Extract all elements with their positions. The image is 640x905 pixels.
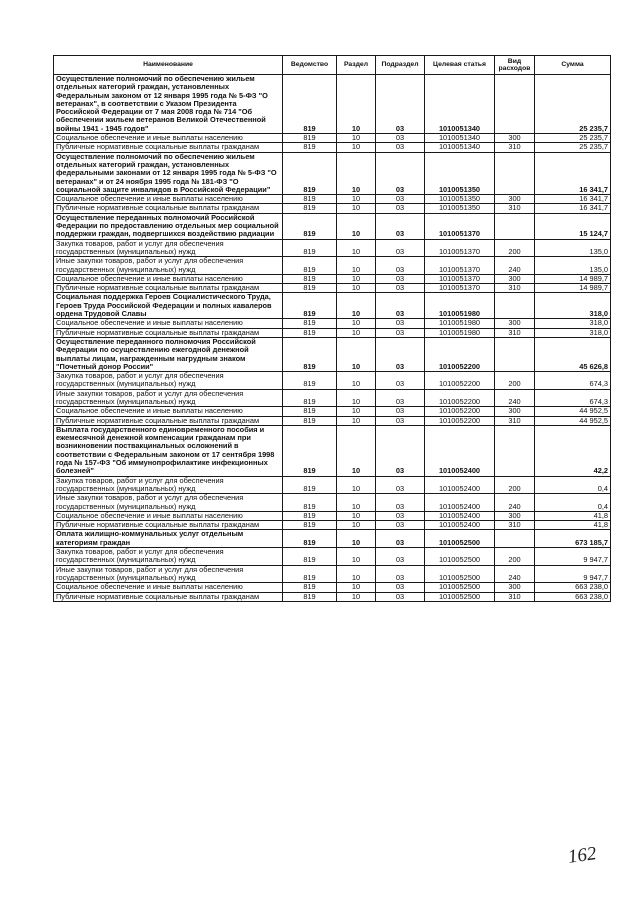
cell-expense-type <box>495 152 535 194</box>
cell-target-article: 1010051370 <box>425 257 495 275</box>
cell-expense-type <box>495 213 535 239</box>
table-header-row <box>54 56 611 75</box>
cell-subsection: 03 <box>376 257 425 275</box>
cell-target-article: 1010051980 <box>425 328 495 337</box>
cell-name: Иные закупки товаров, работ и услуг для обеспечения государственных (муниципальных) нужд <box>54 565 283 583</box>
cell-name: Социальное обеспечение и иные выплаты населению <box>54 511 283 520</box>
cell-subsection: 03 <box>376 204 425 213</box>
cell-sum: 25 235,7 <box>535 143 611 152</box>
cell-sum: 16 341,7 <box>535 195 611 204</box>
cell-department: 819 <box>283 389 337 407</box>
table-row <box>54 565 611 583</box>
cell-name: Социальное обеспечение и иные выплаты населению <box>54 134 283 143</box>
cell-target-article: 1010052400 <box>425 494 495 512</box>
cell-expense-type: 200 <box>495 372 535 390</box>
cell-name: Публичные нормативные социальные выплаты гражданам <box>54 328 283 337</box>
cell-target-article: 1010051370 <box>425 239 495 257</box>
cell-expense-type: 300 <box>495 319 535 328</box>
cell-sum: 135,0 <box>535 239 611 257</box>
table-body <box>54 75 611 602</box>
cell-expense-type: 240 <box>495 565 535 583</box>
cell-department: 819 <box>283 213 337 239</box>
table-row <box>54 293 611 319</box>
table-row <box>54 284 611 293</box>
cell-section: 10 <box>337 328 376 337</box>
table-row <box>54 274 611 283</box>
cell-department: 819 <box>283 425 337 476</box>
cell-sum: 41,8 <box>535 521 611 530</box>
cell-expense-type <box>495 337 535 371</box>
cell-expense-type: 200 <box>495 548 535 566</box>
cell-subsection: 03 <box>376 213 425 239</box>
cell-section: 10 <box>337 476 376 494</box>
table-row <box>54 195 611 204</box>
cell-name: Социальное обеспечение и иные выплаты населению <box>54 274 283 283</box>
cell-target-article: 1010051340 <box>425 143 495 152</box>
cell-target-article: 1010052400 <box>425 476 495 494</box>
cell-department: 819 <box>283 494 337 512</box>
budget-document <box>53 55 610 602</box>
cell-subsection: 03 <box>376 407 425 416</box>
cell-sum: 14 989,7 <box>535 284 611 293</box>
cell-department: 819 <box>283 530 337 548</box>
cell-sum: 25 235,7 <box>535 134 611 143</box>
cell-department: 819 <box>283 511 337 520</box>
cell-name: Осуществление переданного полномочия Российской Федерации по осуществлению ежегодной денежной выплаты лицам, награжденным нагрудным знаком "Почетный донор России" <box>54 337 283 371</box>
cell-section: 10 <box>337 274 376 283</box>
cell-expense-type <box>495 425 535 476</box>
cell-section: 10 <box>337 425 376 476</box>
cell-section: 10 <box>337 239 376 257</box>
cell-section: 10 <box>337 143 376 152</box>
cell-department: 819 <box>283 592 337 601</box>
cell-sum: 318,0 <box>535 293 611 319</box>
cell-subsection: 03 <box>376 372 425 390</box>
cell-sum: 9 947,7 <box>535 548 611 566</box>
cell-department: 819 <box>283 565 337 583</box>
cell-sum: 25 235,7 <box>535 75 611 134</box>
cell-section: 10 <box>337 511 376 520</box>
cell-department: 819 <box>283 284 337 293</box>
cell-sum: 41,8 <box>535 511 611 520</box>
header-target-article: Целевая статья <box>425 56 495 75</box>
header-section: Раздел <box>337 56 376 75</box>
cell-target-article: 1010051350 <box>425 152 495 194</box>
cell-section: 10 <box>337 592 376 601</box>
table-row <box>54 372 611 390</box>
cell-department: 819 <box>283 407 337 416</box>
cell-section: 10 <box>337 337 376 371</box>
cell-subsection: 03 <box>376 530 425 548</box>
cell-name: Публичные нормативные социальные выплаты гражданам <box>54 204 283 213</box>
cell-sum: 16 341,7 <box>535 204 611 213</box>
cell-name: Публичные нормативные социальные выплаты гражданам <box>54 284 283 293</box>
cell-name: Социальное обеспечение и иные выплаты населению <box>54 319 283 328</box>
cell-section: 10 <box>337 530 376 548</box>
header-name: Наименование <box>54 56 283 75</box>
cell-department: 819 <box>283 293 337 319</box>
cell-name: Осуществление переданных полномочий Российской Федерации по предоставлению отдельных мер социальной поддержки граждан, подвергшихся воздействию радиации <box>54 213 283 239</box>
cell-section: 10 <box>337 257 376 275</box>
cell-department: 819 <box>283 152 337 194</box>
table-row <box>54 257 611 275</box>
table-row <box>54 530 611 548</box>
cell-expense-type: 240 <box>495 257 535 275</box>
cell-sum: 0,4 <box>535 494 611 512</box>
table-row <box>54 407 611 416</box>
budget-table <box>53 55 611 602</box>
cell-name: Иные закупки товаров, работ и услуг для обеспечения государственных (муниципальных) нужд <box>54 257 283 275</box>
table-row <box>54 328 611 337</box>
cell-section: 10 <box>337 152 376 194</box>
table-row <box>54 494 611 512</box>
cell-name: Социальная поддержка Героев Социалистического Труда, Героев Труда Российской Федерации и полных кавалеров ордена Трудовой Славы <box>54 293 283 319</box>
cell-target-article: 1010052200 <box>425 337 495 371</box>
cell-section: 10 <box>337 195 376 204</box>
cell-sum: 674,3 <box>535 372 611 390</box>
cell-target-article: 1010052400 <box>425 425 495 476</box>
cell-expense-type: 300 <box>495 583 535 592</box>
cell-target-article: 1010052200 <box>425 389 495 407</box>
cell-sum: 673 185,7 <box>535 530 611 548</box>
cell-section: 10 <box>337 521 376 530</box>
cell-subsection: 03 <box>376 319 425 328</box>
cell-subsection: 03 <box>376 592 425 601</box>
cell-subsection: 03 <box>376 134 425 143</box>
cell-expense-type: 310 <box>495 416 535 425</box>
cell-name: Публичные нормативные социальные выплаты гражданам <box>54 521 283 530</box>
cell-target-article: 1010052500 <box>425 592 495 601</box>
cell-name: Осуществление полномочий по обеспечению жильем отдельных категорий граждан, установленных федеральными законами от 12 января 1995 года № 5-ФЗ "О ветеранах" и от 24 ноября 1995 года № 181-ФЗ "О социальной защите инвалидов в Российской Федерации" <box>54 152 283 194</box>
cell-subsection: 03 <box>376 425 425 476</box>
cell-section: 10 <box>337 204 376 213</box>
cell-department: 819 <box>283 521 337 530</box>
cell-target-article: 1010051350 <box>425 204 495 213</box>
cell-sum: 318,0 <box>535 328 611 337</box>
cell-target-article: 1010051980 <box>425 293 495 319</box>
cell-name: Закупка товаров, работ и услуг для обеспечения государственных (муниципальных) нужд <box>54 239 283 257</box>
cell-expense-type: 310 <box>495 204 535 213</box>
cell-name: Оплата жилищно-коммунальных услуг отдельным категориям граждан <box>54 530 283 548</box>
header-expense-type: Вид расходов <box>495 56 535 75</box>
cell-department: 819 <box>283 134 337 143</box>
cell-subsection: 03 <box>376 476 425 494</box>
cell-subsection: 03 <box>376 389 425 407</box>
table-row <box>54 425 611 476</box>
cell-sum: 135,0 <box>535 257 611 275</box>
cell-target-article: 1010051370 <box>425 213 495 239</box>
header-sum: Сумма <box>535 56 611 75</box>
cell-section: 10 <box>337 319 376 328</box>
table-row <box>54 337 611 371</box>
cell-subsection: 03 <box>376 337 425 371</box>
cell-name: Социальное обеспечение и иные выплаты населению <box>54 583 283 592</box>
cell-expense-type: 300 <box>495 274 535 283</box>
cell-target-article: 1010052200 <box>425 372 495 390</box>
table-row <box>54 416 611 425</box>
cell-name: Публичные нормативные социальные выплаты гражданам <box>54 143 283 152</box>
table-row <box>54 592 611 601</box>
cell-expense-type: 240 <box>495 494 535 512</box>
cell-name: Закупка товаров, работ и услуг для обеспечения государственных (муниципальных) нужд <box>54 372 283 390</box>
cell-department: 819 <box>283 337 337 371</box>
cell-department: 819 <box>283 257 337 275</box>
cell-name: Публичные нормативные социальные выплаты гражданам <box>54 416 283 425</box>
cell-name: Закупка товаров, работ и услуг для обеспечения государственных (муниципальных) нужд <box>54 476 283 494</box>
cell-section: 10 <box>337 293 376 319</box>
cell-expense-type: 300 <box>495 511 535 520</box>
cell-subsection: 03 <box>376 494 425 512</box>
cell-sum: 663 238,0 <box>535 583 611 592</box>
cell-department: 819 <box>283 416 337 425</box>
cell-subsection: 03 <box>376 152 425 194</box>
cell-name: Социальное обеспечение и иные выплаты населению <box>54 195 283 204</box>
cell-subsection: 03 <box>376 195 425 204</box>
cell-target-article: 1010051980 <box>425 319 495 328</box>
cell-section: 10 <box>337 548 376 566</box>
cell-department: 819 <box>283 274 337 283</box>
table-row <box>54 204 611 213</box>
table-row <box>54 134 611 143</box>
cell-subsection: 03 <box>376 565 425 583</box>
cell-subsection: 03 <box>376 239 425 257</box>
cell-section: 10 <box>337 565 376 583</box>
cell-target-article: 1010052500 <box>425 548 495 566</box>
cell-department: 819 <box>283 239 337 257</box>
cell-expense-type <box>495 530 535 548</box>
table-row <box>54 239 611 257</box>
cell-expense-type: 200 <box>495 239 535 257</box>
cell-department: 819 <box>283 548 337 566</box>
cell-target-article: 1010052200 <box>425 416 495 425</box>
cell-section: 10 <box>337 407 376 416</box>
cell-sum: 14 989,7 <box>535 274 611 283</box>
cell-subsection: 03 <box>376 583 425 592</box>
cell-expense-type: 310 <box>495 284 535 293</box>
cell-target-article: 1010052400 <box>425 511 495 520</box>
table-row <box>54 583 611 592</box>
cell-section: 10 <box>337 284 376 293</box>
cell-sum: 318,0 <box>535 319 611 328</box>
cell-subsection: 03 <box>376 511 425 520</box>
cell-name: Осуществление полномочий по обеспечению жильем отдельных категорий граждан, установленных Федеральным законом от 12 января 1995 года № 5-ФЗ "О ветеранах", в соответствии с Указом Президента Российской Федерации от 7 мая 2008 года № 714 "Об обеспечении жильем ветеранов Великой Отечественной войны 1941 - 1945 годов" <box>54 75 283 134</box>
cell-expense-type: 310 <box>495 592 535 601</box>
cell-subsection: 03 <box>376 416 425 425</box>
cell-section: 10 <box>337 134 376 143</box>
cell-subsection: 03 <box>376 548 425 566</box>
cell-sum: 44 952,5 <box>535 407 611 416</box>
cell-section: 10 <box>337 583 376 592</box>
table-row <box>54 152 611 194</box>
cell-expense-type <box>495 293 535 319</box>
cell-department: 819 <box>283 195 337 204</box>
cell-sum: 0,4 <box>535 476 611 494</box>
table-row <box>54 143 611 152</box>
cell-department: 819 <box>283 143 337 152</box>
cell-section: 10 <box>337 389 376 407</box>
cell-expense-type: 300 <box>495 195 535 204</box>
cell-target-article: 1010052200 <box>425 407 495 416</box>
cell-department: 819 <box>283 583 337 592</box>
cell-section: 10 <box>337 372 376 390</box>
table-row <box>54 389 611 407</box>
cell-subsection: 03 <box>376 521 425 530</box>
cell-department: 819 <box>283 328 337 337</box>
cell-subsection: 03 <box>376 284 425 293</box>
cell-expense-type: 200 <box>495 476 535 494</box>
cell-target-article: 1010052400 <box>425 521 495 530</box>
table-row <box>54 476 611 494</box>
cell-subsection: 03 <box>376 293 425 319</box>
cell-target-article: 1010051370 <box>425 274 495 283</box>
cell-department: 819 <box>283 319 337 328</box>
cell-sum: 674,3 <box>535 389 611 407</box>
cell-target-article: 1010051340 <box>425 134 495 143</box>
cell-target-article: 1010051340 <box>425 75 495 134</box>
header-subsection: Подраздел <box>376 56 425 75</box>
cell-department: 819 <box>283 372 337 390</box>
page-number: 162 <box>566 843 598 868</box>
cell-expense-type <box>495 75 535 134</box>
cell-section: 10 <box>337 416 376 425</box>
cell-subsection: 03 <box>376 328 425 337</box>
cell-sum: 16 341,7 <box>535 152 611 194</box>
cell-department: 819 <box>283 204 337 213</box>
table-row <box>54 521 611 530</box>
cell-sum: 44 952,5 <box>535 416 611 425</box>
cell-expense-type: 310 <box>495 143 535 152</box>
cell-expense-type: 310 <box>495 328 535 337</box>
cell-name: Публичные нормативные социальные выплаты гражданам <box>54 592 283 601</box>
cell-sum: 663 238,0 <box>535 592 611 601</box>
table-row <box>54 511 611 520</box>
cell-expense-type: 300 <box>495 134 535 143</box>
cell-section: 10 <box>337 494 376 512</box>
cell-section: 10 <box>337 75 376 134</box>
cell-sum: 15 124,7 <box>535 213 611 239</box>
cell-target-article: 1010051370 <box>425 284 495 293</box>
cell-name: Закупка товаров, работ и услуг для обеспечения государственных (муниципальных) нужд <box>54 548 283 566</box>
cell-target-article: 1010052500 <box>425 583 495 592</box>
cell-target-article: 1010052500 <box>425 565 495 583</box>
cell-subsection: 03 <box>376 143 425 152</box>
cell-target-article: 1010052500 <box>425 530 495 548</box>
cell-subsection: 03 <box>376 75 425 134</box>
cell-sum: 9 947,7 <box>535 565 611 583</box>
cell-section: 10 <box>337 213 376 239</box>
table-row <box>54 319 611 328</box>
cell-expense-type: 310 <box>495 521 535 530</box>
table-row <box>54 213 611 239</box>
cell-name: Иные закупки товаров, работ и услуг для обеспечения государственных (муниципальных) нужд <box>54 494 283 512</box>
cell-department: 819 <box>283 476 337 494</box>
cell-expense-type: 240 <box>495 389 535 407</box>
cell-name: Выплата государственного единовременного пособия и ежемесячной денежной компенсации гражданам при возникновении поствакцинальных осложнений в соответствии с Федеральным законом от 17 сентября 1998 года № 157-ФЗ "Об иммунопрофилактике инфекционных болезней" <box>54 425 283 476</box>
cell-name: Социальное обеспечение и иные выплаты населению <box>54 407 283 416</box>
cell-target-article: 1010051350 <box>425 195 495 204</box>
table-row <box>54 75 611 134</box>
cell-name: Иные закупки товаров, работ и услуг для обеспечения государственных (муниципальных) нужд <box>54 389 283 407</box>
cell-sum: 45 626,8 <box>535 337 611 371</box>
cell-sum: 42,2 <box>535 425 611 476</box>
cell-department: 819 <box>283 75 337 134</box>
cell-subsection: 03 <box>376 274 425 283</box>
cell-expense-type: 300 <box>495 407 535 416</box>
table-row <box>54 548 611 566</box>
header-department: Ведомство <box>283 56 337 75</box>
